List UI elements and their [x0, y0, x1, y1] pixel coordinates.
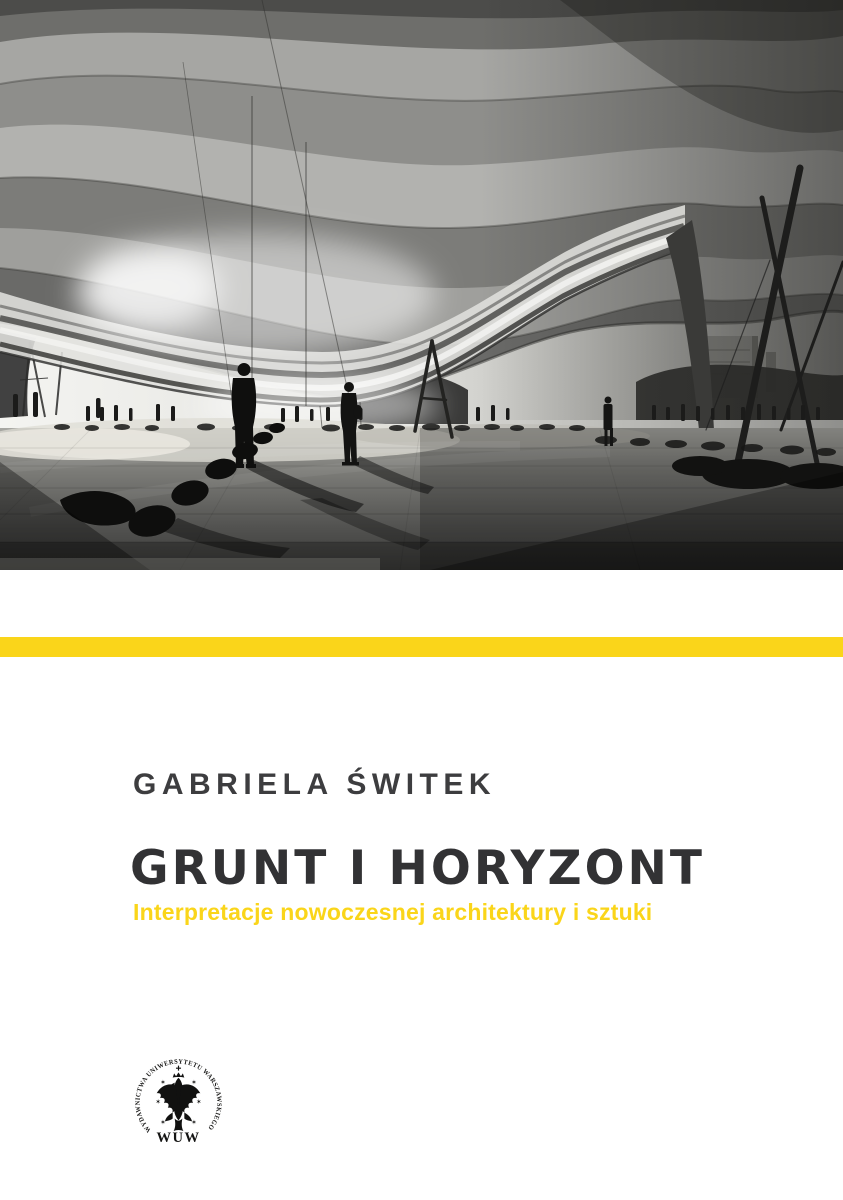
svg-text:✶: ✶: [160, 1078, 166, 1087]
svg-text:✶: ✶: [196, 1097, 202, 1106]
svg-text:✶: ✶: [155, 1097, 161, 1106]
svg-text:✶: ✶: [191, 1118, 197, 1127]
accent-stripe: [0, 637, 843, 657]
book-title: GRUNT I HORYZONT: [130, 841, 705, 896]
svg-text:✶: ✶: [191, 1078, 197, 1087]
svg-text:✶: ✶: [160, 1118, 166, 1127]
publisher-acronym: WUW: [156, 1129, 201, 1146]
author-name: GABRIELA ŚWITEK: [133, 768, 497, 801]
publisher-ring-text: WYDAWNICTWA UNIWERSYTETU WARSZAWSKIEGO: [134, 1058, 223, 1134]
cover-photo: [0, 0, 843, 570]
publisher-logo: [130, 1056, 227, 1148]
book-subtitle: Interpretacje nowoczesnej architektury i sztuki: [133, 899, 653, 925]
